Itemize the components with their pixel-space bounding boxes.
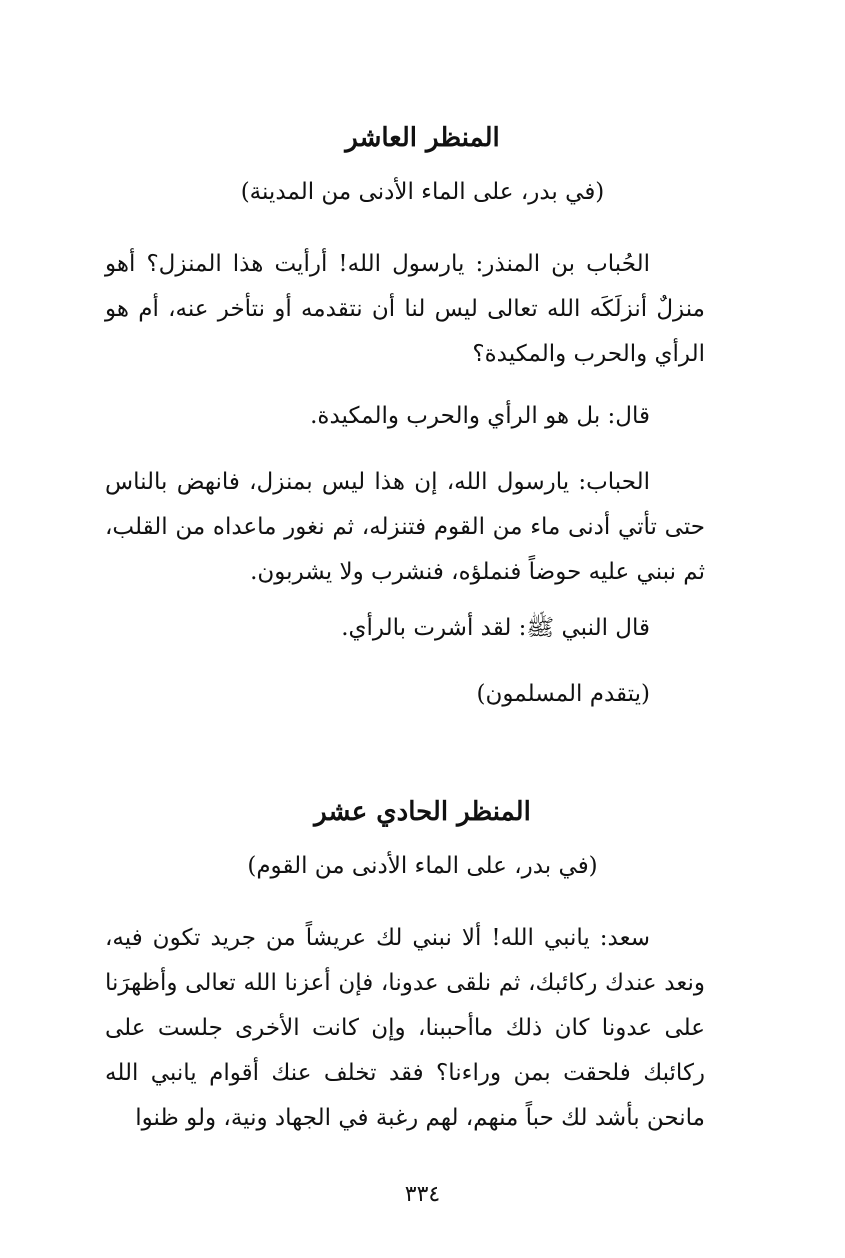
scene-10-title: المنظر العاشر: [345, 123, 500, 153]
scene-11-title: المنظر الحادي عشر: [314, 797, 531, 827]
scene-10-paragraph-4: قال النبي ﷺ: لقد أشرت بالرأي.: [341, 615, 650, 641]
scene-10-subtitle: (في بدر، على الماء الأدنى من المدينة): [240, 179, 605, 205]
scene-10-stage-direction: (يتقدم المسلمون): [476, 681, 650, 707]
scene-10-paragraph-1: الحُباب بن المنذر: يارسول الله! أرأيت هذا المنزل؟ أهو منزلٌ أنزلَكَه الله تعالى ليس لنا أن نتقدمه أو نتأخر عنه، أم هو الرأي والحرب والمكيدة؟: [105, 251, 705, 367]
page-number: ٣٣٤: [404, 1182, 441, 1207]
scene-10-paragraph-2: قال: بل هو الرأي والحرب والمكيدة.: [310, 403, 650, 429]
scene-11-subtitle: (في بدر، على الماء الأدنى من القوم): [247, 853, 598, 879]
scene-11-paragraph-1: سعد: يانبي الله! ألا نبني لك عريشاً من جريد تكون فيه، ونعد عندك ركائبك، ثم نلقى عدونا، فإن أعزنا الله تعالى وأظهرَنا على عدونا كان ذلك ماأحببنا، وإن كانت الأخرى جلست على ركائبك فلحقت بمن وراءنا؟ فقد تخلف عنك أقوام يانبي الله مانحن بأشد لك حباً منهم، لهم رغبة في الجهاد ونية، ولو ظنوا: [105, 925, 705, 1131]
scene-10-paragraph-3: الحباب: يارسول الله، إن هذا ليس بمنزل، فانهض بالناس حتى تأتي أدنى ماء من القوم فتنزله، ثم نغور ماعداه من القلب، ثم نبني عليه حوضاً فنملؤه، فنشرب ولا يشربون.: [105, 469, 705, 585]
